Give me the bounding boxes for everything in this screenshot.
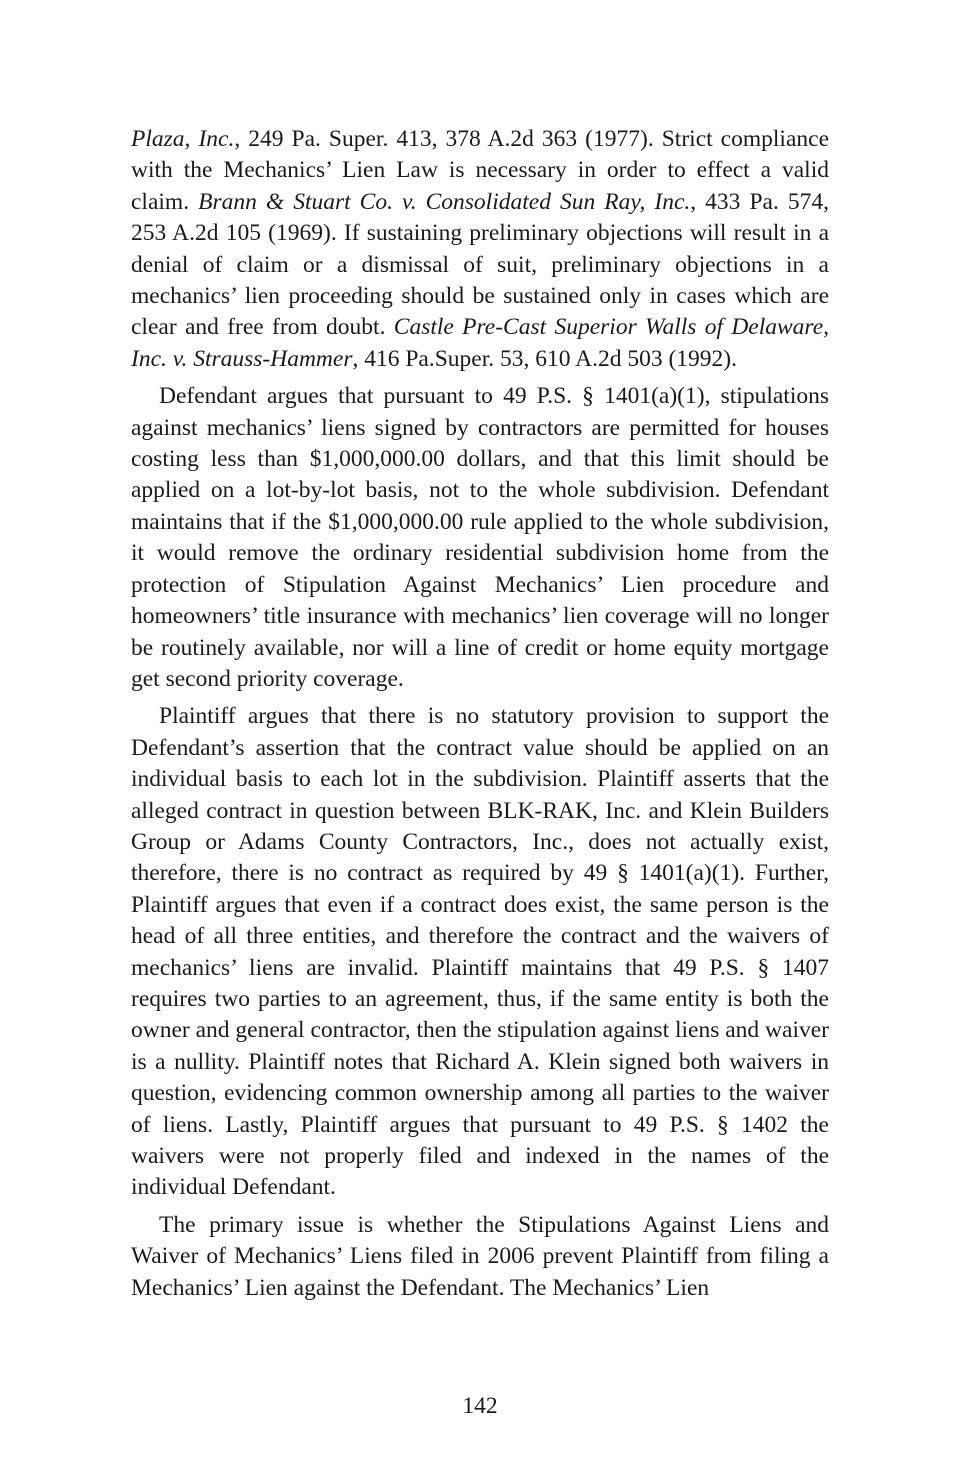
paragraph-text: , 433 Pa. 574, 253 A.2d 105 (1969). If sustaining preliminary objections will result in a denial of claim or a dismissal of suit, preliminary objections in a mechanics’ lien proceeding should be sustained only in cases which are clear and free from doubt. (131, 188, 829, 341)
case-citation: Castle Pre-Cast Superior Walls of Delaware, Inc. v. Strauss-Hammer (131, 314, 830, 372)
page-body (131, 124, 829, 1304)
paragraph-text: The primary issue is whether the Stipulations Against Liens and Waiver of Mechanics’ Liens filed in 2006 prevent Plaintiff from filing a Mechanics’ Lien against the Defendant. The Mechanics’ Lien (131, 1211, 829, 1301)
case-citation: Brann & Stuart Co. v. Consolidated Sun Ray, Inc. (198, 188, 691, 215)
paragraph-text: , 416 Pa.Super. 53, 610 A.2d 503 (1992). (352, 345, 737, 372)
page-number: 142 (462, 1393, 498, 1419)
paragraph-2 (131, 381, 829, 695)
paragraph-text: , 249 Pa. Super. 413, 378 A.2d 363 (1977). Strict compliance with the Mechanics’ Lien Law is necessary in order to effect a valid claim. (131, 126, 829, 215)
paragraph-text: Defendant argues that pursuant to 49 P.S. § 1401(a)(1), stipulations against mechanics’ liens signed by contractors are permitted for houses costing less than $1,000,000.00 dollars, and that this limit should be applied on a lot-by-lot basis, not to the whole subdivision. Defendant maintains that if the $1,000,000.00 rule applied to the whole subdivision, it would remove the ordinary residential subdivision home from the protection of Stipulation Against Mechanics’ Lien procedure and homeowners’ title insurance with mechanics’ lien coverage will no longer be routinely available, nor will a line of credit or home equity mortgage get second priority coverage. (131, 383, 829, 692)
paragraph-4 (131, 1210, 829, 1304)
case-citation: Plaza, Inc. (131, 126, 235, 152)
paragraph-1 (131, 124, 829, 375)
paragraph-3 (131, 701, 829, 1204)
paragraph-text: Plaintiff argues that there is no statutory provision to support the Defendant’s assertion that the contract value should be applied on an individual basis to each lot in the subdivision. Plaintiff asserts that the alleged contract in question between BLK-RAK, Inc. and Klein Builders Group or Adams County Contractors, Inc., does not actually exist, therefore, there is no contract as required by 49 § 1401(a)(1). Further, Plaintiff argues that even if a contract does exist, the same person is the head of all three entities, and therefore the contract and the waivers of mechanics’ liens are invalid. Plaintiff maintains that 49 P.S. § 1407 requires two parties to an agreement, thus, if the same entity is both the owner and general contractor, then the stipulation against liens and waiver is a nullity. Plaintiff notes that Richard A. Klein signed both waivers in question, evidencing common ownership among all parties to the waiver of liens. Lastly, Plaintiff argues that pursuant to 49 P.S. § 1402 the waivers were not properly filed and indexed in the names of the individual Defendant. (131, 703, 829, 1201)
